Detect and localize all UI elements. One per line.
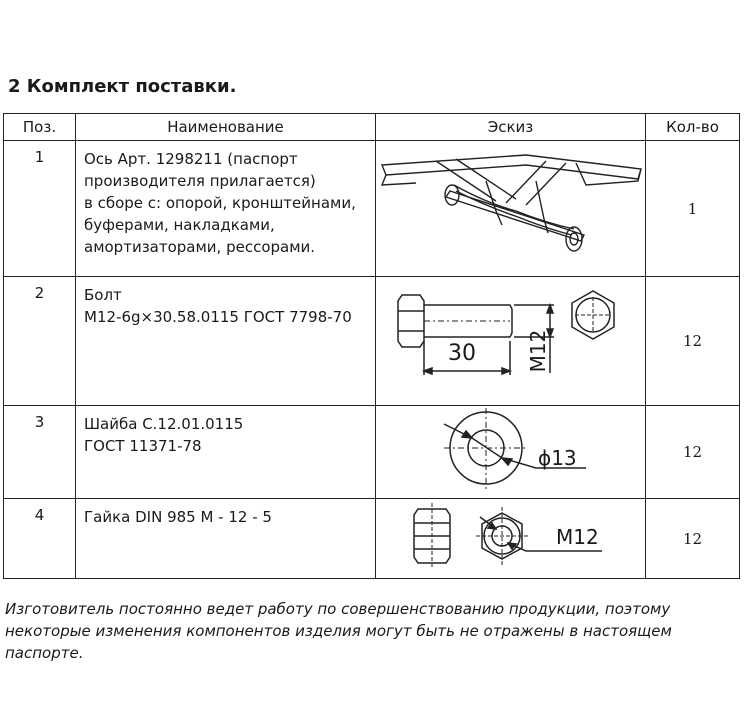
row-sketch	[376, 499, 646, 579]
row-sketch	[376, 141, 646, 277]
section-title: 2 Комплект поставки.	[8, 76, 237, 97]
bolt-length-label: 30	[448, 341, 476, 366]
axle-assembly-drawing	[376, 141, 646, 277]
washer-drawing	[376, 406, 646, 499]
name-line: Ось Арт. 1298211 (паспорт	[84, 150, 298, 168]
bolt-thread-label: M12	[526, 329, 550, 373]
header-pos: Поз.	[4, 114, 76, 141]
row-pos: 3	[4, 406, 76, 499]
washer-diameter-label: ϕ13	[538, 446, 577, 470]
row-pos: 2	[4, 277, 76, 406]
row-qty: 12	[646, 277, 740, 406]
row-name	[76, 141, 376, 277]
row-qty: 12	[646, 406, 740, 499]
row-pos: 4	[4, 499, 76, 579]
header-sketch: Эскиз	[376, 114, 646, 141]
row-qty: 12	[646, 499, 740, 579]
name-line: ГОСТ 11371-78	[84, 437, 202, 455]
nut-drawing	[376, 499, 646, 579]
table-row	[4, 141, 740, 277]
name-line: Гайка DIN 985 М - 12 - 5	[84, 508, 272, 526]
row-pos: 1	[4, 141, 76, 277]
table-row	[4, 499, 740, 579]
header-name: Наименование	[76, 114, 376, 141]
delivery-table	[3, 113, 740, 579]
manufacturer-note: Изготовитель постоянно ведет работу по совершенствованию продукции, поэтому некоторые изменения компонентов изделия могут быть не отражены в настоящем паспорте.	[5, 600, 672, 662]
name-line: Болт	[84, 286, 122, 304]
row-sketch	[376, 277, 646, 406]
name-line: амортизаторами, рессорами.	[84, 238, 316, 256]
name-line: в сборе с: опорой, кронштейнами,	[84, 194, 356, 212]
row-name	[76, 277, 376, 406]
table-header-row	[4, 114, 740, 141]
row-name	[76, 499, 376, 579]
name-line: Шайба С.12.01.0115	[84, 415, 244, 433]
table-row	[4, 406, 740, 499]
nut-thread-label: M12	[556, 525, 599, 549]
bolt-drawing	[376, 277, 646, 406]
table-row	[4, 277, 740, 406]
row-name	[76, 406, 376, 499]
row-sketch	[376, 406, 646, 499]
name-line: М12-6g×30.58.0115 ГОСТ 7798-70	[84, 308, 352, 326]
header-qty: Кол-во	[646, 114, 740, 141]
name-line: производителя прилагается)	[84, 172, 316, 190]
name-line: буферами, накладками,	[84, 216, 275, 234]
row-qty: 1	[646, 141, 740, 277]
